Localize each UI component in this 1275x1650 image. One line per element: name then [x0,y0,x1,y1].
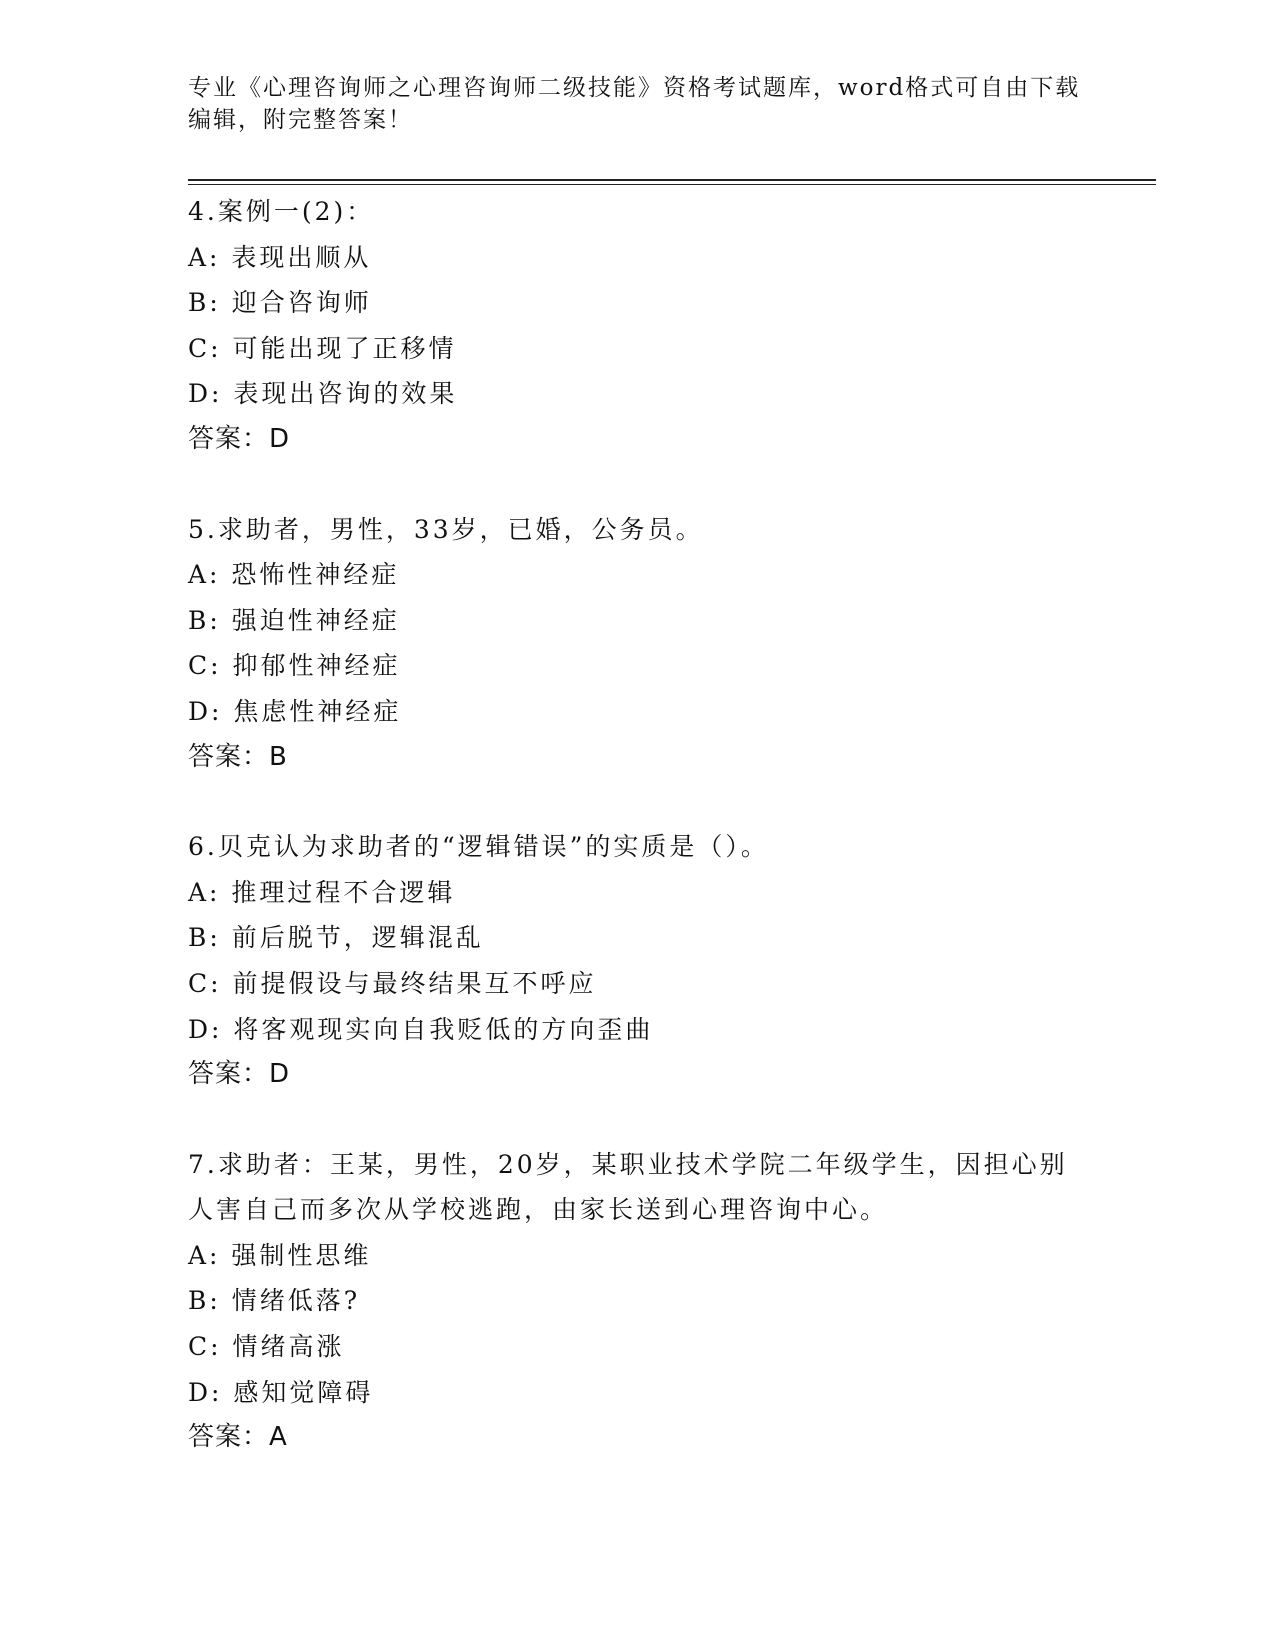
option-b: B: 迎合咨询师 [188,288,372,318]
question-4 [188,189,1088,463]
option-b: B: 前后脱节，逻辑混乱 [188,923,484,953]
option-d: D: 表现出咨询的效果 [188,379,458,409]
document-header [188,72,1088,136]
question-stem: 4.案例一(2)： [188,197,375,226]
option-a: A: 推理过程不合逻辑 [188,877,456,907]
question-stem: 7.求助者：王某，男性，20岁，某职业技术学院二年级学生，因担心别人害自己而多次从学校逃跑，由家长送到心理咨询中心。 [188,1149,1068,1225]
option-c: C: 前提假设与最终结果互不呼应 [188,968,597,998]
option-c: C: 抑郁性神经症 [188,651,401,681]
option-a: A: 强制性思维 [188,1240,372,1270]
option-c: C: 情绪高涨 [188,1332,345,1362]
option-d: D: 焦虑性神经症 [188,696,402,726]
question-stem: 6.贝克认为求助者的“逻辑错误”的实质是（）。 [188,832,769,862]
header-divider [188,179,1156,181]
question-stem: 5.求助者，男性，33岁，已婚，公务员。 [188,514,704,544]
option-d: D: 将客观现实向自我贬低的方向歪曲 [188,1014,654,1044]
question-list [188,189,1088,1505]
option-b: B: 情绪低落? [188,1286,361,1316]
question-6 [188,824,1088,1098]
option-b: B: 强迫性神经症 [188,605,400,635]
option-d: D: 感知觉障碍 [188,1377,374,1407]
option-a: A: 恐怖性神经症 [188,560,400,590]
answer-line: 答案：D [188,423,291,454]
option-c: C: 可能出现了正移情 [188,333,457,363]
question-5 [188,507,1088,781]
question-7 [188,1142,1088,1461]
answer-line: 答案：B [188,741,288,772]
answer-line: 答案：D [188,1059,291,1090]
answer-line: 答案：A [188,1422,288,1453]
option-a: A: 表现出顺从 [188,242,372,272]
header-text: 专业《心理咨询师之心理咨询师二级技能》资格考试题库，word格式可自由下载编辑，附完整答案！ [188,75,1081,133]
